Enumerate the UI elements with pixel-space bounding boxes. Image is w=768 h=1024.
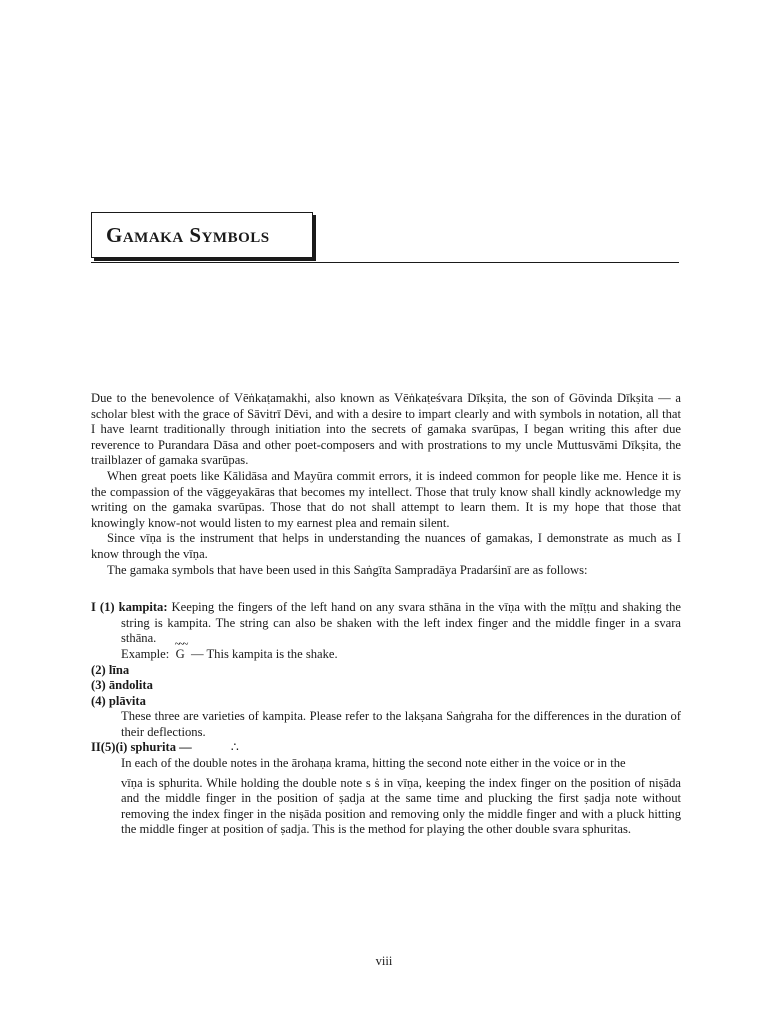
chapter-title-box (91, 212, 313, 258)
item-kampita-heading: I (1) kampita: (91, 600, 168, 615)
page-body (91, 391, 681, 838)
item-lina-heading: (2) līna (91, 662, 130, 677)
item-andolita-heading: (3) āndolita (91, 678, 153, 693)
page-number: viii (375, 954, 393, 968)
sphurita-symbol: ∴ (230, 740, 239, 755)
kampita-example (91, 637, 681, 663)
item-kampita-text: Keeping the fingers of the left hand on any svara sthāna in the vīṇa with the mīṭṭu and shaking the string is kampita. The string can also be shaken with the left index finger and the middle finger in a svara sthāna. (121, 600, 681, 646)
item-sphurita (91, 740, 681, 756)
sphurita-paragraph-2: vīṇa is sphurita. While holding the double note s ṡ in vīṇa, keeping the index finger on the position of niṣāda and the middle finger in the position of ṣadja at the same time and plucking the first ṣadja note without removing the index finger in the niṣāda position and removing only the middle finger and with a pluck hitting the middle finger at position of ṣadja. This is the method for playing the other double svara sphuritas. (121, 775, 681, 837)
chapter-title: Gamaka Symbols (106, 222, 270, 247)
example-text: — This kampita is the shake. (190, 646, 338, 661)
intro-paragraph-3: Since vīṇa is the instrument that helps in understanding the nuances of gamakas, I demonstrate as much as I know through the vīṇa. (91, 531, 681, 561)
intro-paragraph-4: The gamaka symbols that have been used in this Saṅgīta Sampradāya Pradarśinī are as follows: (107, 562, 588, 577)
item-plavita-heading: (4) plāvita (91, 693, 146, 708)
intro-paragraph-2: When great poets like Kālidāsa and Mayūra commit errors, it is indeed common for people like me. Hence it is the compassion of the vāggeyakāras that becomes my intellect. Those that truly know shall kindly acknowledge my writing on the gamaka svarūpas. Those that do not shall attempt to learn them. It is my hope that those that knowingly know-not would listen to my earnest plea and remain silent. (91, 468, 681, 530)
item-plavita-text: These three are varieties of kampita. Please refer to the lakṣana Saṅgraha for the differences in the duration of their deflections. (121, 709, 681, 739)
kampita-tilde-symbol: ~~~ (174, 637, 187, 650)
intro-paragraph-1: Due to the benevolence of Vēṅkaṭamakhi, also known as Vēṅkaṭeśvara Dīkṣita, the son of Gōvinda Dīkṣita — a scholar blest with the grace of Sāvitrī Dēvi, and with a desire to impart clearly and with symbols in notation, all that I have learnt traditionally through initiation into the secrets of gamaka svarūpas, I began writing this after due reverence to Purandara Dāsa and other poet-composers and with prostrations to my uncle Muttusvāmi Dīkṣita, the trailblazer of gamaka svarūpas. (91, 391, 681, 468)
example-note (174, 637, 187, 663)
item-sphurita-heading: II(5)(i) sphurita — (91, 740, 192, 755)
title-rule (91, 262, 679, 263)
example-label: Example: (121, 646, 170, 661)
item-kampita (91, 600, 681, 662)
example-note-letter: G (175, 646, 185, 661)
sphurita-paragraph-1: In each of the double notes in the ārohaṇa krama, hitting the second note either in the voice or in the (121, 756, 626, 771)
